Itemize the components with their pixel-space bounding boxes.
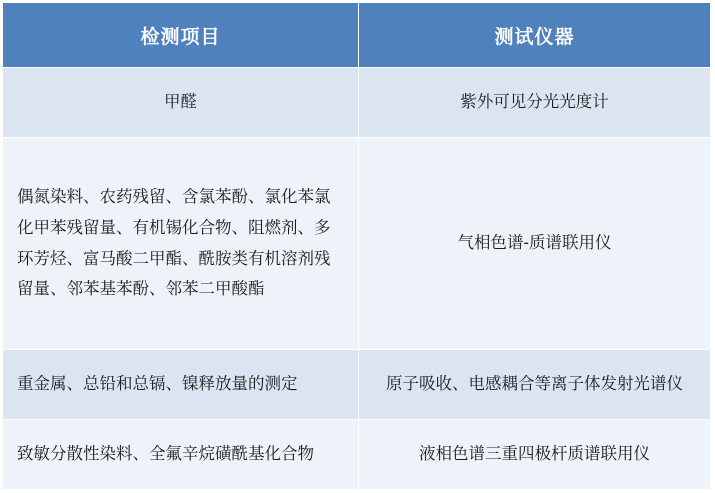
table-row bbox=[3, 137, 711, 349]
cell-instrument: 液相色谱三重四极杆质谱联用仪 bbox=[359, 420, 711, 490]
column-header-item: 检测项目 bbox=[3, 3, 359, 68]
cell-item: 致敏分散性染料、全氟辛烷磺酰基化合物 bbox=[3, 420, 359, 490]
table-row bbox=[3, 68, 711, 138]
table-row bbox=[3, 420, 711, 490]
cell-item: 偶氮染料、农药残留、含氯苯酚、氯化苯氯化甲苯残留量、有机锡化合物、阻燃剂、多环芳烃、富马酸二甲酯、酰胺类有机溶剂残留量、邻苯基苯酚、邻苯二甲酸酯 bbox=[3, 137, 359, 349]
cell-item: 重金属、总铅和总镉、镍释放量的测定 bbox=[3, 350, 359, 420]
cell-instrument: 气相色谱-质谱联用仪 bbox=[359, 137, 711, 349]
testing-items-table bbox=[2, 2, 711, 490]
table-row bbox=[3, 350, 711, 420]
column-header-instrument: 测试仪器 bbox=[359, 3, 711, 68]
cell-instrument: 原子吸收、电感耦合等离子体发射光谱仪 bbox=[359, 350, 711, 420]
table-header bbox=[3, 3, 711, 68]
table-header-row bbox=[3, 3, 711, 68]
table-body bbox=[3, 68, 711, 490]
cell-item: 甲醛 bbox=[3, 68, 359, 138]
cell-instrument: 紫外可见分光光度计 bbox=[359, 68, 711, 138]
